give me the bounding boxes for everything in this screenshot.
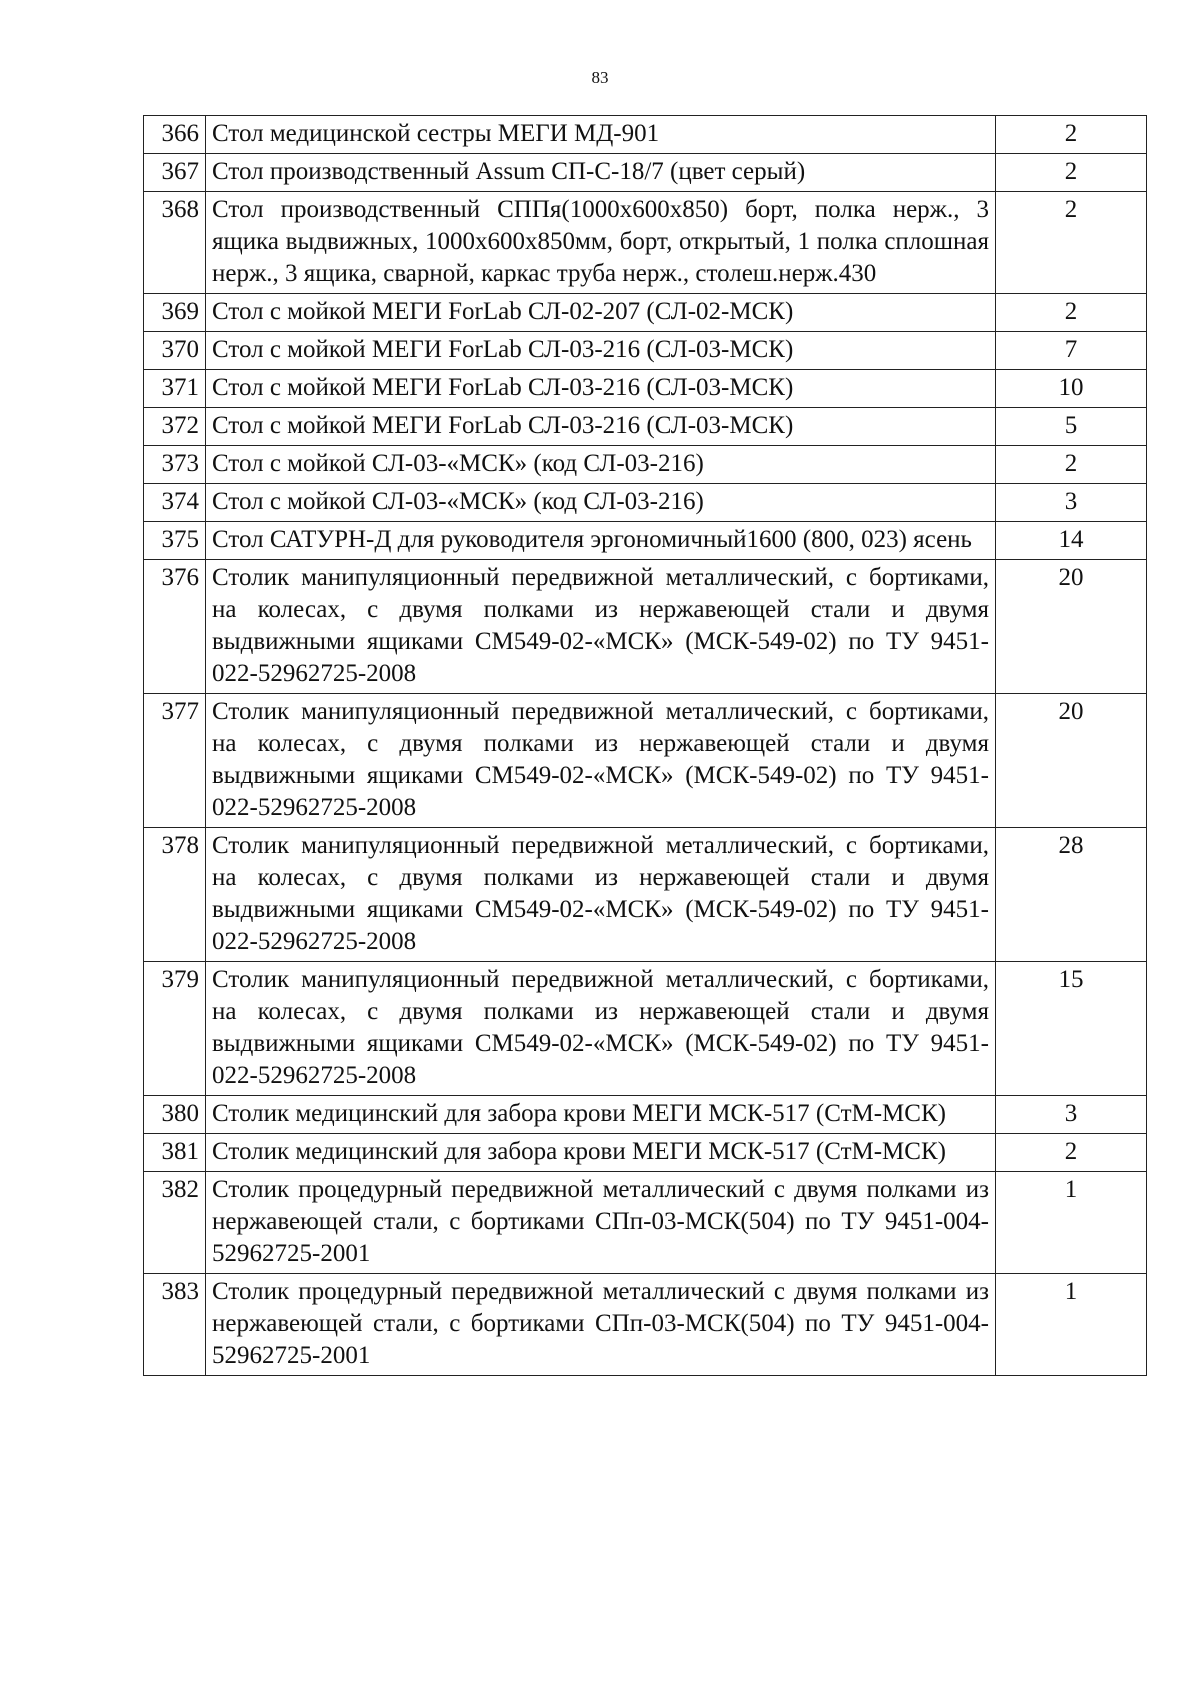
row-number-cell: 366	[144, 116, 206, 154]
row-number-cell: 369	[144, 294, 206, 332]
row-number-cell: 378	[144, 828, 206, 962]
quantity-cell: 3	[996, 484, 1147, 522]
table-row	[144, 154, 1147, 192]
table-row	[144, 1274, 1147, 1376]
page-number: 83	[591, 68, 609, 87]
quantity-cell: 2	[996, 1134, 1147, 1172]
item-name-cell: Стол производственный СППя(1000х600х850) борт, полка нерж., 3 ящика выдвижных, 1000х600х850мм, борт, открытый, 1 полка сплошная нерж., 3 ящика, сварной, каркас труба нерж., столеш.нерж.430	[206, 192, 996, 294]
table-row	[144, 484, 1147, 522]
table-row	[144, 1134, 1147, 1172]
quantity-cell: 14	[996, 522, 1147, 560]
row-number-cell: 377	[144, 694, 206, 828]
quantity-cell: 2	[996, 192, 1147, 294]
quantity-cell: 2	[996, 116, 1147, 154]
item-name-cell: Столик манипуляционный передвижной металлический, с бортиками, на колесах, с двумя полками из нержавеющей стали и двумя выдвижными ящиками СМ549-02-«МСК» (МСК-549-02) по ТУ 9451-022-52962725-2008	[206, 828, 996, 962]
quantity-cell: 15	[996, 962, 1147, 1096]
row-number-cell: 379	[144, 962, 206, 1096]
table-row	[144, 332, 1147, 370]
quantity-cell: 1	[996, 1274, 1147, 1376]
quantity-cell: 7	[996, 332, 1147, 370]
item-name-cell: Стол с мойкой МЕГИ ForLab СЛ-02-207 (СЛ-02-МСК)	[206, 294, 996, 332]
items-table-body	[144, 116, 1147, 1376]
item-name-cell: Столик медицинский для забора крови МЕГИ МСК-517 (СтМ-МСК)	[206, 1096, 996, 1134]
row-number-cell: 367	[144, 154, 206, 192]
row-number-cell: 382	[144, 1172, 206, 1274]
quantity-cell: 2	[996, 154, 1147, 192]
table-row	[144, 828, 1147, 962]
quantity-cell: 20	[996, 560, 1147, 694]
quantity-cell: 10	[996, 370, 1147, 408]
quantity-cell: 20	[996, 694, 1147, 828]
quantity-cell: 28	[996, 828, 1147, 962]
table-row	[144, 370, 1147, 408]
table-row	[144, 116, 1147, 154]
quantity-cell: 2	[996, 446, 1147, 484]
table-row	[144, 408, 1147, 446]
item-name-cell: Стол медицинской сестры МЕГИ МД-901	[206, 116, 996, 154]
item-name-cell: Стол с мойкой МЕГИ ForLab СЛ-03-216 (СЛ-03-МСК)	[206, 370, 996, 408]
item-name-cell: Стол с мойкой МЕГИ ForLab СЛ-03-216 (СЛ-03-МСК)	[206, 408, 996, 446]
item-name-cell: Столик медицинский для забора крови МЕГИ МСК-517 (СтМ-МСК)	[206, 1134, 996, 1172]
row-number-cell: 375	[144, 522, 206, 560]
table-row	[144, 1172, 1147, 1274]
item-name-cell: Стол с мойкой МЕГИ ForLab СЛ-03-216 (СЛ-03-МСК)	[206, 332, 996, 370]
item-name-cell: Стол производственный Assum СП-С-18/7 (цвет серый)	[206, 154, 996, 192]
item-name-cell: Стол с мойкой СЛ-03-«МСК» (код СЛ-03-216)	[206, 446, 996, 484]
row-number-cell: 373	[144, 446, 206, 484]
table-row	[144, 694, 1147, 828]
row-number-cell: 371	[144, 370, 206, 408]
table-row	[144, 560, 1147, 694]
row-number-cell: 370	[144, 332, 206, 370]
row-number-cell: 381	[144, 1134, 206, 1172]
item-name-cell: Стол с мойкой СЛ-03-«МСК» (код СЛ-03-216)	[206, 484, 996, 522]
table-row	[144, 962, 1147, 1096]
quantity-cell: 5	[996, 408, 1147, 446]
table-row	[144, 522, 1147, 560]
row-number-cell: 383	[144, 1274, 206, 1376]
row-number-cell: 368	[144, 192, 206, 294]
row-number-cell: 374	[144, 484, 206, 522]
table-row	[144, 192, 1147, 294]
item-name-cell: Стол САТУРН-Д для руководителя эргономичный1600 (800, 023) ясень	[206, 522, 996, 560]
item-name-cell: Столик процедурный передвижной металлический с двумя полками из нержавеющей стали, с бортиками СПп-03-МСК(504) по ТУ 9451-004-52962725-2001	[206, 1274, 996, 1376]
item-name-cell: Столик процедурный передвижной металлический с двумя полками из нержавеющей стали, с бортиками СПп-03-МСК(504) по ТУ 9451-004-52962725-2001	[206, 1172, 996, 1274]
table-row	[144, 1096, 1147, 1134]
table-row	[144, 446, 1147, 484]
quantity-cell: 1	[996, 1172, 1147, 1274]
row-number-cell: 372	[144, 408, 206, 446]
item-name-cell: Столик манипуляционный передвижной металлический, с бортиками, на колесах, с двумя полками из нержавеющей стали и двумя выдвижными ящиками СМ549-02-«МСК» (МСК-549-02) по ТУ 9451-022-52962725-2008	[206, 694, 996, 828]
row-number-cell: 376	[144, 560, 206, 694]
item-name-cell: Столик манипуляционный передвижной металлический, с бортиками, на колесах, с двумя полками из нержавеющей стали и двумя выдвижными ящиками СМ549-02-«МСК» (МСК-549-02) по ТУ 9451-022-52962725-2008	[206, 560, 996, 694]
quantity-cell: 3	[996, 1096, 1147, 1134]
table-row	[144, 294, 1147, 332]
row-number-cell: 380	[144, 1096, 206, 1134]
item-name-cell: Столик манипуляционный передвижной металлический, с бортиками, на колесах, с двумя полками из нержавеющей стали и двумя выдвижными ящиками СМ549-02-«МСК» (МСК-549-02) по ТУ 9451-022-52962725-2008	[206, 962, 996, 1096]
items-table	[143, 115, 1147, 1376]
quantity-cell: 2	[996, 294, 1147, 332]
